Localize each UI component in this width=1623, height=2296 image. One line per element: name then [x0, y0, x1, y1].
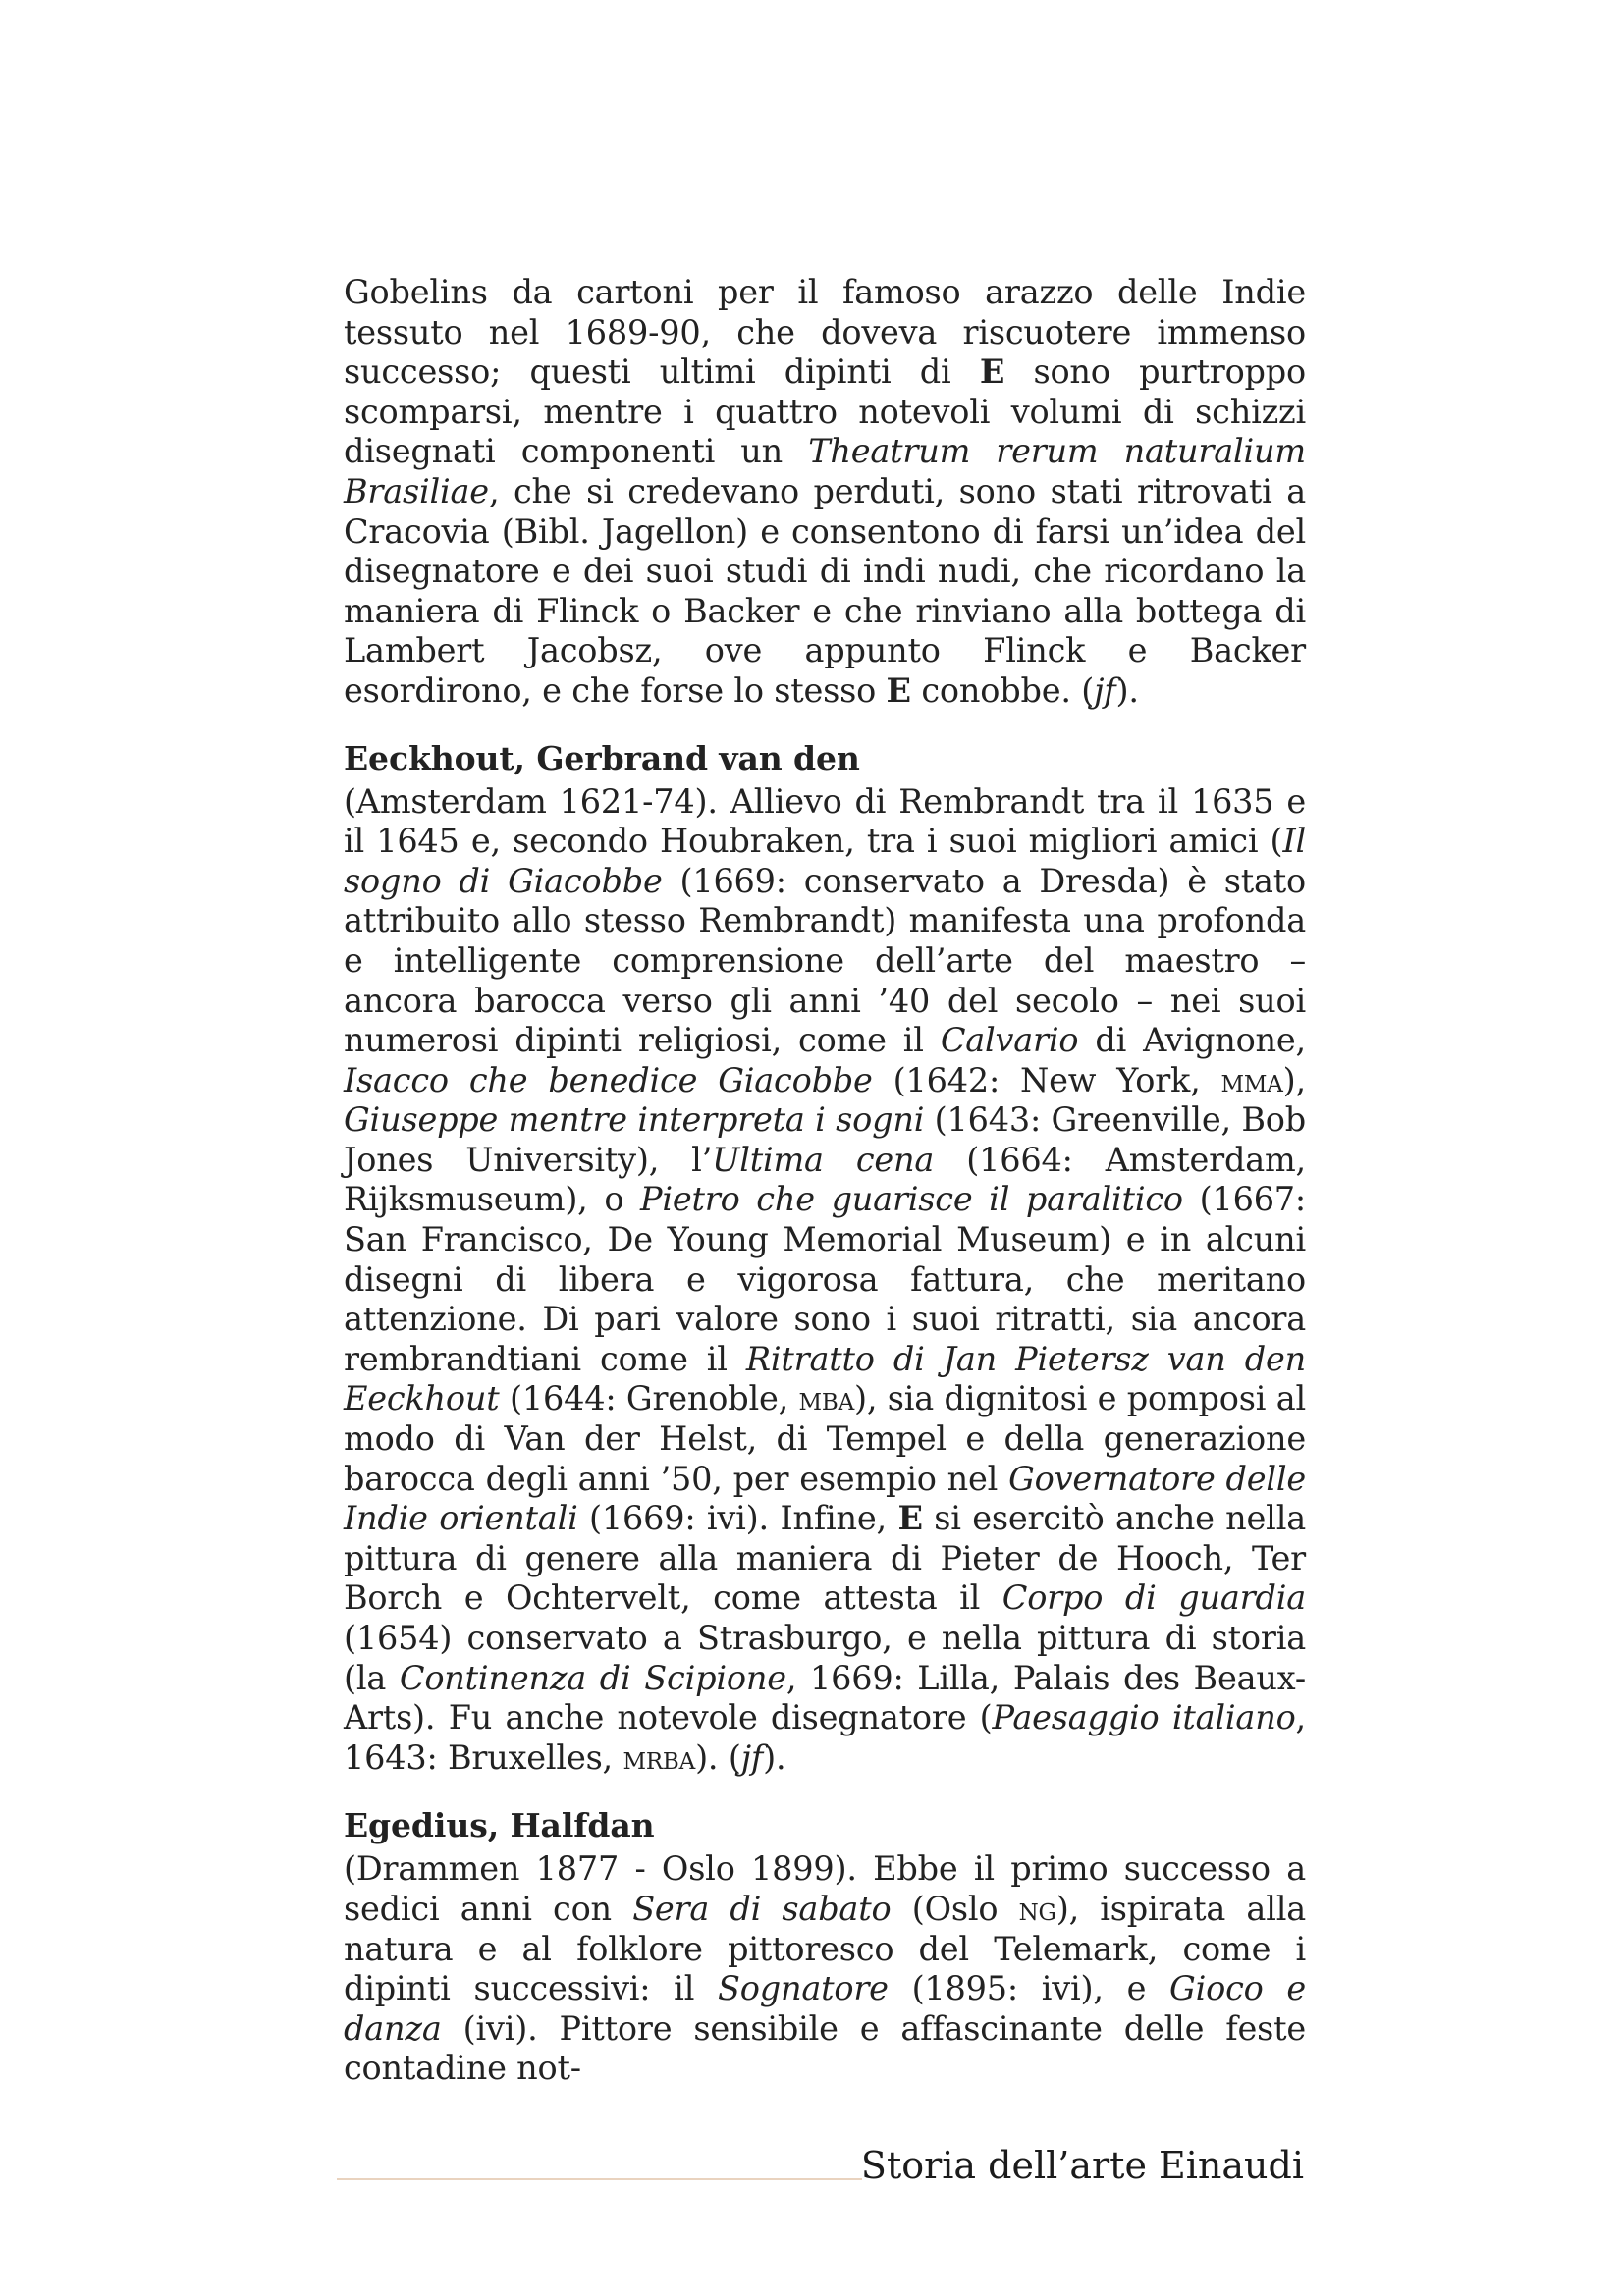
- museum-abbreviation: mba: [798, 1379, 854, 1418]
- italic-title: Il sogno di Giacobbe: [344, 822, 1306, 900]
- entry-heading-eeckhout: Eeckhout, Gerbrand van den: [344, 738, 860, 777]
- text-run: (1667: San Francisco, De Young Memorial Museum) e in alcuni disegni di libera e vigorosa fattura, che meritano attenzione. Di pari valore sono i suoi ritratti, sia ancora rembrandtiani come il: [344, 1180, 1307, 1378]
- italic-title: Sera di sabato: [632, 1889, 892, 1928]
- text-run: (1664: Amsterdam, Rijksmuseum), o: [344, 1140, 1306, 1219]
- italic-title: Giuseppe mentre interpreta i sogni: [344, 1100, 925, 1140]
- italic-title: Gioco e danza: [344, 1969, 1307, 2048]
- text-run: , 1669: Lilla, Palais des Beaux-Arts). Fu anche notevole disegnatore (: [344, 1658, 1306, 1737]
- museum-abbreviation: ng: [1018, 1889, 1056, 1928]
- italic-title: Calvario: [940, 1021, 1079, 1060]
- museum-abbreviation: mma: [1220, 1060, 1283, 1099]
- entry-text-eeckhout: [344, 782, 1306, 1779]
- text-run: di Avignone,: [1078, 1021, 1306, 1060]
- page-content: [344, 273, 1306, 2089]
- footer-divider: [337, 2178, 862, 2180]
- text-run: ),: [1282, 1060, 1306, 1099]
- italic-title: Sognatore: [718, 1969, 889, 2008]
- entry-continuation-text: [344, 273, 1306, 712]
- text-run: (Drammen 1877 - Oslo 1899). Ebbe il primo successo a sedici anni con: [344, 1849, 1306, 1928]
- text-run: ), sia dignitosi e pomposi al modo di Van der Helst, di Tempel e della generazione barocca degli anni ’50, per esempio nel: [344, 1379, 1306, 1498]
- text-run: sono purtroppo scomparsi, mentre i quattro notevoli volumi di schizzi disegnati componenti un: [344, 352, 1307, 471]
- italic-title: Governatore delle Indie orientali: [344, 1459, 1306, 1538]
- italic-title: jf: [740, 1737, 764, 1777]
- text-run: (1669: conservato a Dresda) è stato attribuito allo stesso Rembrandt) manifesta una profonda e intelligente comprensione dell’arte del maestro – ancora barocca verso gli anni ’40 del secolo – nei suoi numerosi dipinti religiosi, come il: [344, 861, 1306, 1060]
- text-run: (1642: New York,: [872, 1060, 1221, 1099]
- text-run: (1895: ivi), e: [888, 1969, 1170, 2008]
- bold-abbreviation: E: [897, 1499, 923, 1538]
- text-run: (1644: Grenoble,: [499, 1379, 799, 1418]
- text-run: Gobelins da cartoni per il famoso arazzo delle Indie tessuto nel 1689-90, che doveva riscuotere immenso successo; questi ultimi dipinti di: [344, 273, 1306, 392]
- text-run: (1654) conservato a Strasburgo, e nella pittura di storia (la: [344, 1619, 1306, 1697]
- text-run: (1669: ivi). Infine,: [577, 1499, 898, 1538]
- entry-text-egedius: [344, 1849, 1306, 2089]
- text-run: (ivi). Pittore sensibile e affascinante delle feste contadine not-: [344, 2008, 1306, 2088]
- text-run: ).: [763, 1737, 786, 1777]
- text-run: (Amsterdam 1621-74). Allievo di Rembrandt tra il 1635 e il 1645 e, secondo Houbraken, tra i suoi migliori amici (: [344, 781, 1306, 861]
- text-run: , 1643: Bruxelles,: [344, 1698, 1306, 1777]
- italic-title: Ritratto di Jan Pietersz van den Eeckhout: [344, 1339, 1306, 1418]
- text-run: ).: [1115, 670, 1139, 710]
- bold-abbreviation: E: [979, 352, 1005, 392]
- page-footer: [337, 2136, 1304, 2195]
- italic-title: Continenza di Scipione: [399, 1658, 786, 1697]
- bold-abbreviation: E: [886, 670, 911, 710]
- italic-title: Pietro che guarisce il paralitico: [640, 1180, 1183, 1219]
- text-run: ). (: [695, 1737, 741, 1777]
- text-run: (1643: Greenville, Bob Jones University), l’: [344, 1100, 1306, 1179]
- italic-title: Isacco che benedice Giacobbe: [344, 1060, 873, 1099]
- text-run: conobbe. (: [910, 670, 1095, 710]
- text-run: si esercitò anche nella pittura di genere alla maniera di Pieter de Hooch, Ter Borch e Ochtervelt, come attesta il: [344, 1499, 1306, 1618]
- italic-title: Corpo di guardia: [1001, 1578, 1306, 1618]
- italic-title: Paesaggio italiano: [992, 1698, 1296, 1737]
- entry-heading-egedius: Egedius, Halfdan: [344, 1806, 655, 1845]
- museum-abbreviation: mrba: [622, 1737, 696, 1777]
- italic-title: Theatrum rerum naturalium Brasiliae: [344, 432, 1306, 510]
- text-run: ), ispirata alla natura e al folklore pittoresco del Telemark, come i dipinti successivi: il: [344, 1889, 1306, 2008]
- footer-publication-title: Storia dell’arte Einaudi: [860, 2144, 1304, 2187]
- text-run: , che si credevano perduti, sono stati ritrovati a Cracovia (Bibl. Jagellon) e consentono di farsi un’idea del disegnatore e dei suoi studi di indi nudi, che ricordano la maniera di Flinck o Backer e che rinviano alla bottega di Lambert Jacobsz, ove appunto Flinck e Backer esordirono, e che forse lo stesso: [344, 471, 1306, 710]
- text-run: (Oslo: [891, 1889, 1019, 1928]
- italic-title: jf: [1094, 670, 1116, 710]
- italic-title: Ultima cena: [712, 1140, 935, 1179]
